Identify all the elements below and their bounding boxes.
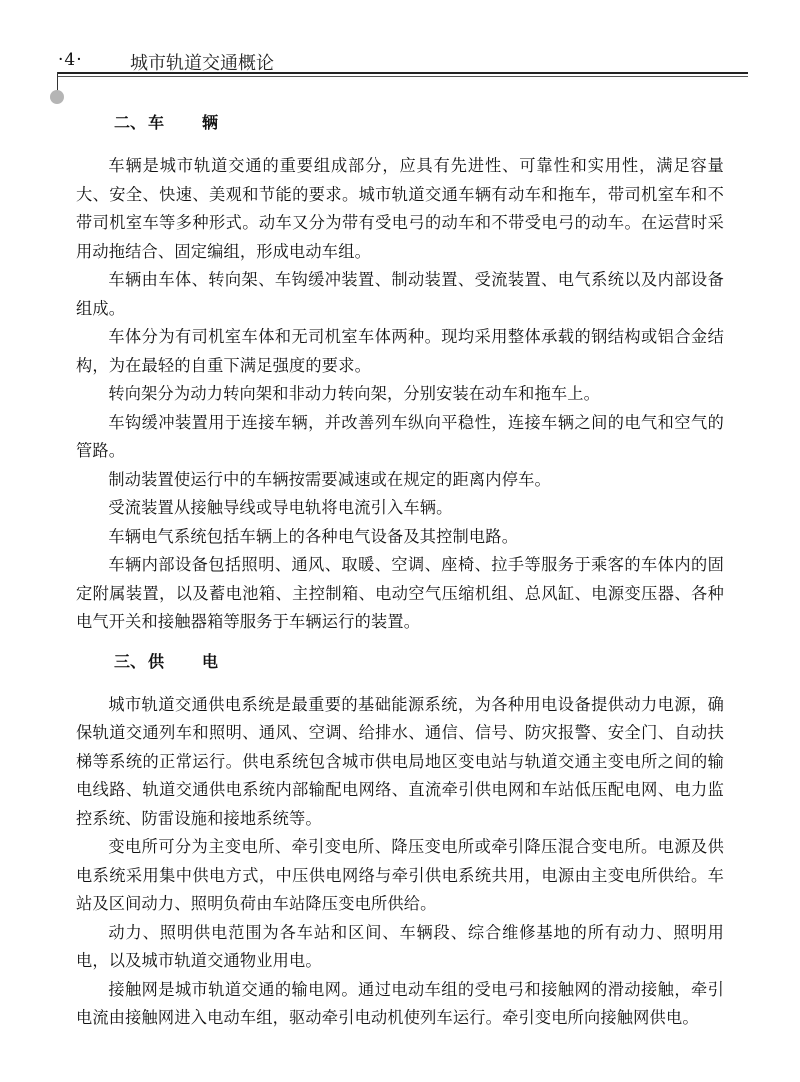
paragraph: 转向架分为动力转向架和非动力转向架，分别安装在动车和拖车上。 <box>108 384 601 403</box>
section-title-char: 辆 <box>202 113 219 132</box>
section-number: 三、 <box>114 651 147 671</box>
paragraph: 车辆内部设备包括照明、通风、取暖、空调、座椅、拉手等服务于乘客的车体内的固定附属装置，以及蓄电池箱、主控制箱、电动空气压缩机组、总风缸、电源变压器、各种电气开关和接触器箱等服务于车辆运行的装置。 <box>76 555 724 631</box>
page-content <box>76 100 724 1033</box>
book-title: 城市轨道交通概论 <box>130 53 274 74</box>
paragraph: 城市轨道交通供电系统是最重要的基础能源系统，为各种用电设备提供动力电源，确保轨道交通列车和照明、通风、空调、给排水、通信、信号、防灾报警、安全门、自动扶梯等系统的正常运行。供电系统包含城市供电局地区变电站与轨道交通主变电所之间的输电线路、轨道交通供电系统内部输配电网络、直流牵引供电网和车站低压配电网、电力监控系统、防雷设施和接地系统等。 <box>76 694 724 828</box>
paragraph: 车辆由车体、转向架、车钩缓冲装置、制动装置、受流装置、电气系统以及内部设备组成。 <box>76 270 724 318</box>
margin-dot <box>50 90 64 104</box>
page-number: ·4· <box>58 50 83 70</box>
header-rule <box>58 72 748 74</box>
header-rule-thin <box>58 76 748 77</box>
paragraph: 变电所可分为主变电所、牵引变电所、降压变电所或牵引降压混合变电所。电源及供电系统采用集中供电方式，中压供电网络与牵引供电系统共用，电源由主变电所供给。车站及区间动力、照明负荷由车站降压变电所供给。 <box>76 837 724 913</box>
paragraph: 受流装置从接触导线或导电轨将电流引入车辆。 <box>108 498 453 517</box>
paragraph: 车钩缓冲装置用于连接车辆，并改善列车纵向平稳性，连接车辆之间的电气和空气的管路。 <box>76 412 724 460</box>
section-title-char: 车 <box>148 113 165 132</box>
section-title-power-supply <box>114 651 724 673</box>
section-number: 二、 <box>114 113 147 132</box>
paragraph: 接触网是城市轨道交通的输电网。通过电动车组的受电弓和接触网的滑动接触，牵引电流由接触网进入电动车组，驱动牵引电动机使列车运行。牵引变电所向接触网供电。 <box>76 979 724 1027</box>
paragraph: 车辆电气系统包括车辆上的各种电气设备及其控制电路。 <box>108 526 519 546</box>
paragraph: 制动装置使运行中的车辆按需要减速或在规定的距离内停车。 <box>108 469 551 489</box>
section-title-vehicles <box>114 112 724 134</box>
section-title-char: 供 <box>148 651 165 671</box>
section-title-char: 电 <box>202 651 219 671</box>
paragraph: 车体分为有司机室车体和无司机室车体两种。现均采用整体承载的钢结构或铝合金结构，为在最轻的自重下满足强度的要求。 <box>76 327 724 375</box>
paragraph: 车辆是城市轨道交通的重要组成部分，应具有先进性、可靠性和实用性，满足容量大、安全、快速、美观和节能的要求。城市轨道交通车辆有动车和拖车，带司机室车和不带司机室车等多种形式。动车又分为带有受电弓的动车和不带受电弓的动车。在运营时采用动拖结合、固定编组，形成电动车组。 <box>76 156 724 261</box>
paragraph: 动力、照明供电范围为各车站和区间、车辆段、综合维修基地的所有动力、照明用电，以及城市轨道交通物业用电。 <box>76 922 724 970</box>
